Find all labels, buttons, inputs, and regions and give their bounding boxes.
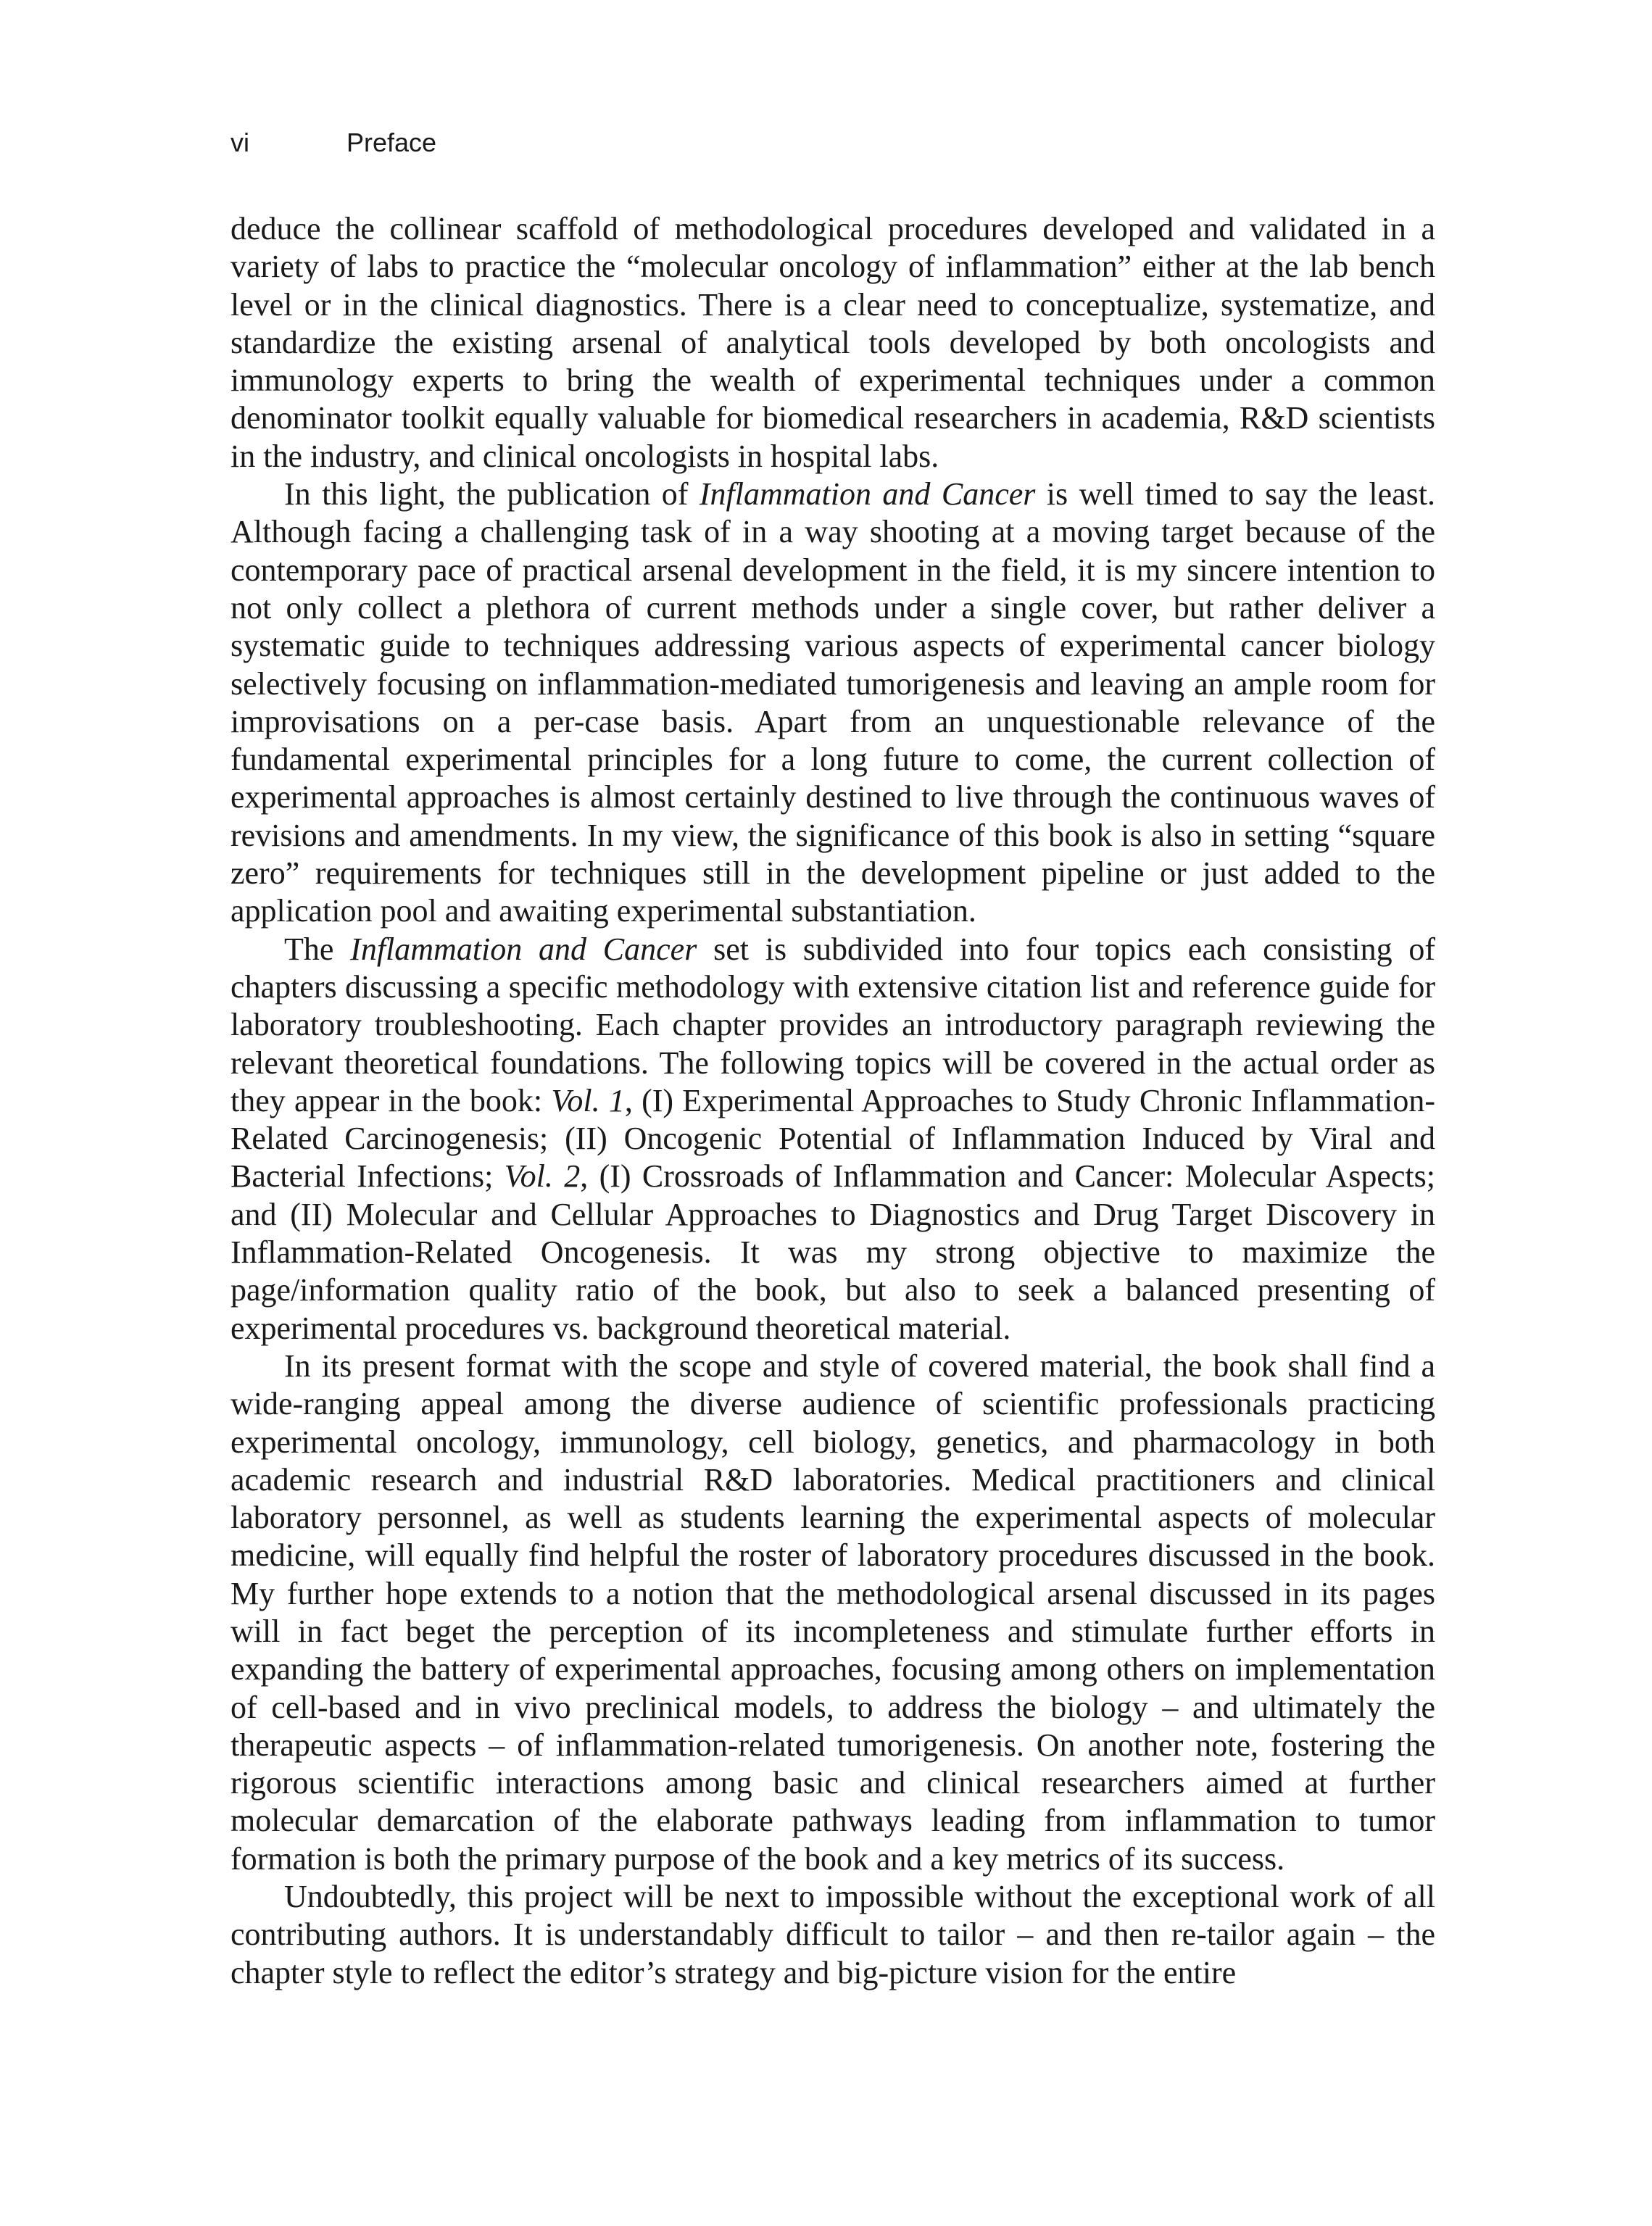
section-title: Preface: [346, 128, 437, 157]
book-title-italic: Inflammation and Cancer: [699, 476, 1036, 512]
text-run: In this light, the publication of: [284, 476, 700, 512]
paragraph-3: [231, 931, 1435, 1347]
text-run: The: [284, 931, 351, 967]
text-run: , (I) Crossroads of Inflammation and Cancer: Molecular Aspects; and (II) Molecular and Cellular Approaches to Diagnostics and Drug Target Discovery in Inflammation-Related Oncogenesis. It was my strong objective to maximize the page/information quality ratio of the book, but also to seek a balanced presenting of experimental procedures vs. background theoretical material.: [231, 1158, 1436, 1346]
book-title-italic: Inflammation and Cancer: [350, 931, 697, 967]
text-run: deduce the collinear scaffold of methodological procedures developed and validated in a variety of labs to practice the “molecular oncology of inflammation” either at the lab bench level or in the clinical diagnostics. There is a clear need to conceptualize, systematize, and standardize the existing arsenal of analytical tools developed by both oncologists and immunology experts to bring the wealth of experimental techniques under a common denominator toolkit equally valuable for biomedical researchers in academia, R&D scientists in the industry, and clinical oncologists in hospital labs.: [231, 211, 1435, 474]
preface-body: [231, 210, 1435, 1992]
volume-label-italic: Vol. 2: [504, 1158, 581, 1195]
volume-label-italic: Vol. 1: [551, 1082, 625, 1118]
paragraph-2: [231, 475, 1435, 931]
paragraph-1: [231, 210, 1435, 475]
text-run: , (I) Experimental Approaches to Study Chronic Inflammation-Related Carcinogenesis; (II) Oncogenic Potential of Inflammation Induced by Viral and Bacterial Infections;: [231, 1082, 1436, 1195]
page-number: vi: [231, 128, 249, 157]
paragraph-5: [231, 1878, 1435, 1992]
text-run: Undoubtedly, this project will be next to impossible without the exceptional work of all contributing authors. It is understandably difficult to tailor – and then re-tailor again – the chapter style to reflect the editor’s strategy and big-picture vision for the entire: [231, 1879, 1435, 1990]
text-run: In its present format with the scope and style of covered material, the book shall find a wide-ranging appeal among the diverse audience of scientific professionals practicing experimental oncology, immunology, cell biology, genetics, and pharmacology in both academic research and industrial R&D laboratories. Medical practitioners and clinical laboratory personnel, as well as students learning the experimental aspects of molecular medicine, will equally find helpful the roster of laboratory procedures discussed in the book. My further hope extends to a notion that the methodological arsenal discussed in its pages will in fact beget the perception of its incompleteness and stimulate further efforts in expanding the battery of experimental approaches, focusing among others on implementation of cell-based and in vivo preclinical models, to address the biology – and ultimately the therapeutic aspects – of inflammation-related tumorigenesis. On another note, fostering the rigorous scientific interactions among basic and clinical researchers aimed at further molecular demarcation of the elaborate pathways leading from inflammation to tumor formation is both the primary purpose of the book and a key metrics of its success.: [231, 1347, 1435, 1877]
running-header: [231, 128, 436, 168]
paragraph-4: [231, 1347, 1435, 1878]
text-run: set is subdivided into four topics each consisting of chapters discussing a specific methodology with extensive citation list and reference guide for laboratory troubleshooting. Each chapter provides an introductory paragraph reviewing the relevant theoretical foundations. The following topics will be covered in the actual order as they appear in the book:: [231, 931, 1436, 1118]
text-run: is well timed to say the least. Although facing a challenging task of in a way shooting at a moving target because of the contemporary pace of practical arsenal development in the field, it is my sincere intention to not only collect a plethora of current methods under a single cover, but rather deliver a systematic guide to techniques addressing various aspects of experimental cancer biology selectively focusing on inflammation-mediated tumorigenesis and leaving an ample room for improvisations on a per-case basis. Apart from an unquestionable relevance of the fundamental experimental principles for a long future to come, the current collection of experimental approaches is almost certainly destined to live through the continuous waves of revisions and amendments. In my view, the significance of this book is also in setting “square zero” requirements for techniques still in the development pipeline or just added to the application pool and awaiting experimental substantiation.: [231, 476, 1435, 929]
